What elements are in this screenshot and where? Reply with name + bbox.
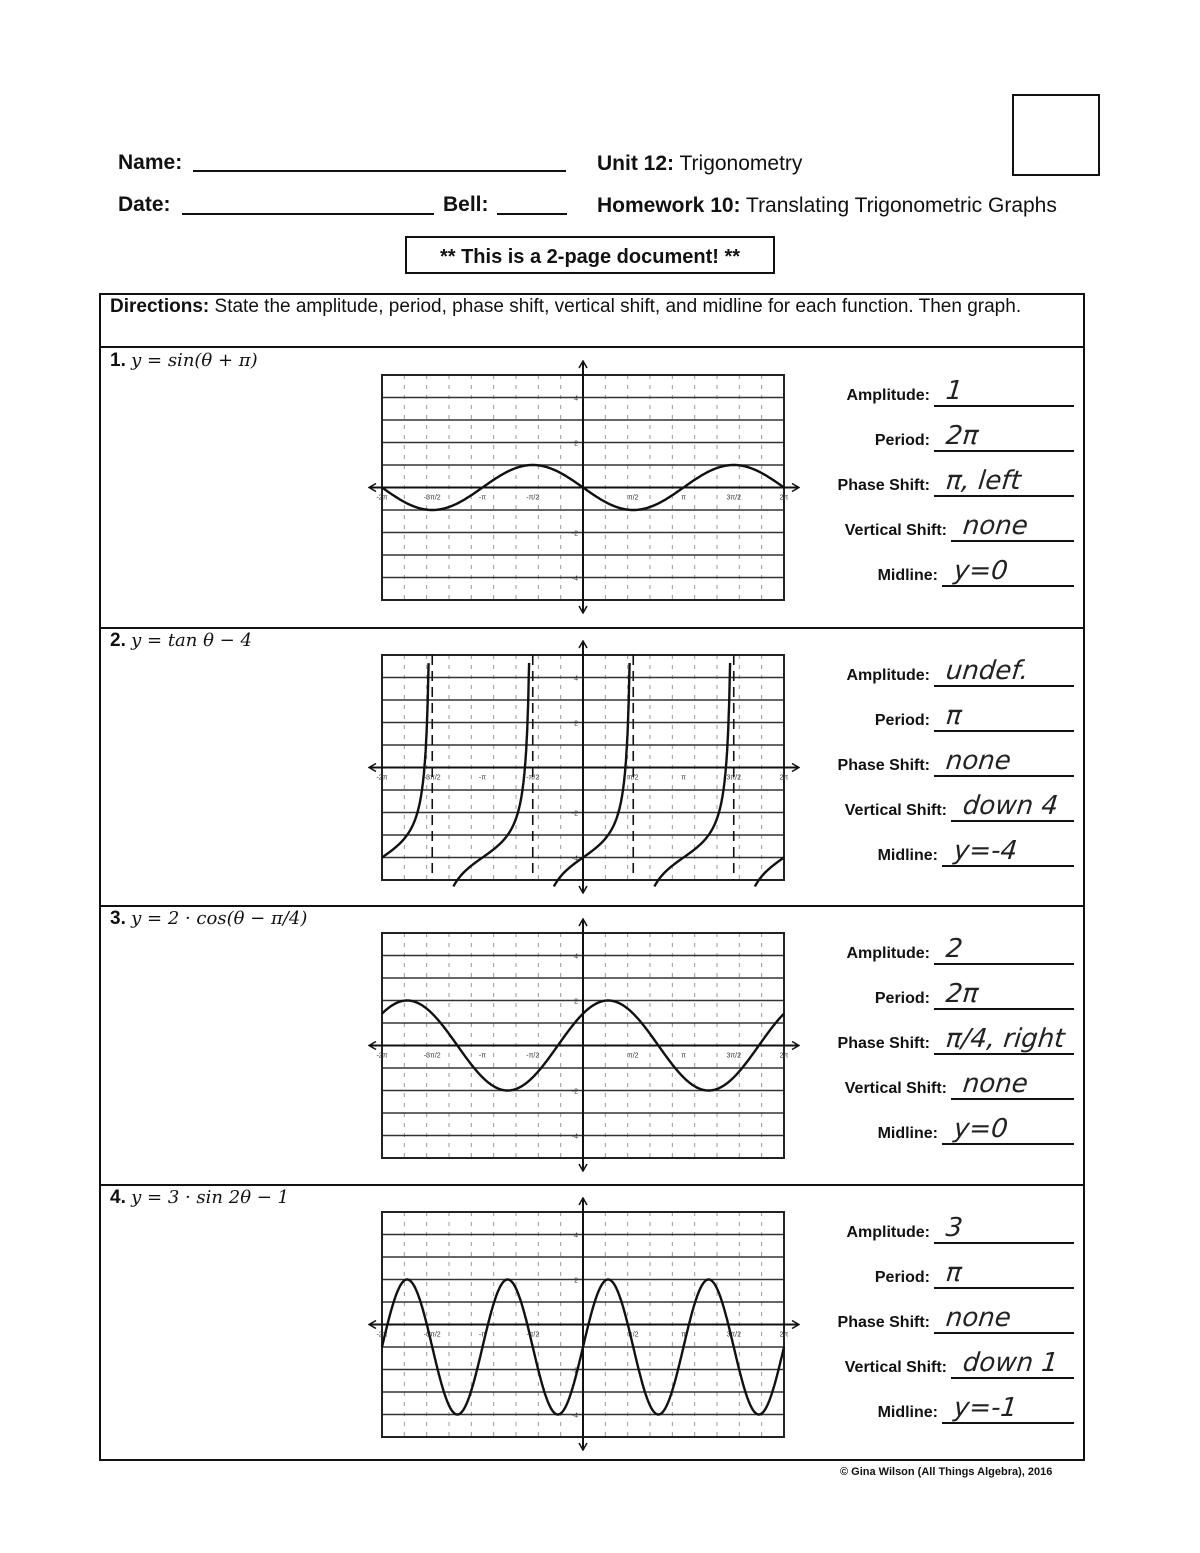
- amplitude-answer: 2: [944, 934, 965, 964]
- row-divider: [99, 627, 1085, 629]
- vertical-shift-answer: down 4: [961, 791, 1060, 821]
- midline-answer: y=-1: [952, 1393, 1019, 1423]
- row-divider: [99, 346, 1085, 348]
- directions-text: State the amplitude, period, phase shift, vertical shift, and midline for each function. Then graph.: [214, 296, 1022, 317]
- phase-shift-answer: none: [944, 746, 1013, 776]
- x-tick-label: π: [681, 494, 686, 502]
- x-tick-label: -2π: [376, 1052, 388, 1060]
- problem-number: 1.: [110, 350, 132, 371]
- y-tick-label: 2: [574, 998, 578, 1006]
- y-tick-label: 2: [574, 1277, 578, 1285]
- x-tick-label: 3π/2: [726, 1052, 742, 1060]
- x-tick-label: -π/2: [526, 1052, 540, 1060]
- y-tick-label: -2: [571, 1088, 578, 1096]
- notice-box: ** This is a 2-page document! **: [405, 236, 775, 274]
- x-tick-label: π: [681, 1052, 686, 1060]
- problem-number: 2.: [110, 630, 132, 651]
- y-tick-label: -2: [571, 530, 578, 538]
- directions: [110, 296, 1070, 318]
- amplitude-label: Amplitude:: [846, 667, 930, 684]
- homework-title: Translating Trigonometric Graphs: [746, 194, 1057, 217]
- y-tick-label: 2: [574, 720, 578, 728]
- phase-shift-answer: none: [944, 1303, 1013, 1333]
- vertical-shift-answer: none: [961, 511, 1030, 541]
- date-field[interactable]: [182, 213, 434, 215]
- x-tick-label: 2π: [779, 1331, 789, 1339]
- x-tick-label: -3π/2: [423, 1331, 441, 1339]
- problem-heading: [110, 908, 307, 930]
- bell-field[interactable]: [497, 213, 567, 215]
- phase-shift-answer: π, left: [944, 466, 1023, 496]
- x-tick-label: π: [681, 774, 686, 782]
- x-tick-label: π/2: [627, 494, 639, 502]
- period-label: Period:: [874, 712, 930, 729]
- x-tick-label: π/2: [627, 1052, 639, 1060]
- name-field[interactable]: [193, 170, 566, 172]
- y-tick-label: -4: [571, 575, 578, 583]
- midline-label: Midline:: [877, 847, 938, 864]
- amplitude-label: Amplitude:: [846, 945, 930, 962]
- x-tick-label: -π/2: [526, 1331, 540, 1339]
- y-tick-label: -2: [571, 1367, 578, 1375]
- problem-number: 3.: [110, 908, 132, 929]
- x-tick-label: 2π: [779, 1052, 789, 1060]
- amplitude-label: Amplitude:: [846, 387, 930, 404]
- homework-label: Homework 10:: [597, 194, 741, 217]
- period-answer: π: [944, 1258, 964, 1288]
- midline-answer: y=-4: [952, 836, 1019, 866]
- midline-label: Midline:: [877, 567, 938, 584]
- directions-label: Directions:: [110, 296, 210, 317]
- unit-title: Trigonometry: [679, 152, 803, 175]
- x-tick-label: 2π: [779, 774, 789, 782]
- x-tick-label: -2π: [376, 774, 388, 782]
- x-tick-label: -2π: [376, 1331, 388, 1339]
- x-tick-label: π: [681, 1331, 686, 1339]
- row-divider: [99, 905, 1085, 907]
- period-label: Period:: [874, 990, 930, 1007]
- vertical-shift-label: Vertical Shift:: [844, 1359, 947, 1376]
- homework-heading: [597, 194, 1057, 218]
- problem-equation: y = sin(θ + π): [131, 350, 258, 371]
- midline-answer: y=0: [952, 1114, 1010, 1144]
- phase-shift-label: Phase Shift:: [837, 477, 930, 494]
- x-tick-label: -3π/2: [423, 1052, 441, 1060]
- problem-equation: y = 2 · cos(θ − π/4): [131, 908, 308, 929]
- graph-3: [368, 918, 800, 1172]
- y-tick-label: -2: [571, 810, 578, 818]
- phase-shift-label: Phase Shift:: [837, 757, 930, 774]
- vertical-shift-label: Vertical Shift:: [844, 1080, 947, 1097]
- phase-shift-label: Phase Shift:: [837, 1314, 930, 1331]
- vertical-shift-label: Vertical Shift:: [844, 802, 947, 819]
- period-answer: 2π: [944, 421, 980, 451]
- amplitude-answer: undef.: [944, 656, 1030, 686]
- vertical-shift-label: Vertical Shift:: [844, 522, 947, 539]
- copyright-footer: © Gina Wilson (All Things Algebra), 2016: [840, 1466, 1053, 1478]
- y-tick-label: 4: [574, 675, 578, 683]
- amplitude-answer: 1: [944, 376, 965, 406]
- vertical-shift-answer: none: [961, 1069, 1030, 1099]
- phase-shift-answer: π/4, right: [944, 1024, 1067, 1054]
- x-tick-label: 2π: [779, 494, 789, 502]
- x-tick-label: 3π/2: [726, 774, 742, 782]
- unit-label: Unit 12:: [597, 152, 675, 175]
- bell-label: Bell:: [443, 193, 489, 216]
- amplitude-answer: 3: [944, 1213, 965, 1243]
- row-divider: [99, 1184, 1085, 1186]
- y-tick-label: 4: [574, 1232, 578, 1240]
- problem-heading: [110, 350, 258, 372]
- problem-number: 4.: [110, 1187, 132, 1208]
- score-box[interactable]: [1012, 94, 1100, 176]
- midline-label: Midline:: [877, 1404, 938, 1421]
- graph-1: [368, 360, 800, 614]
- midline-label: Midline:: [877, 1125, 938, 1142]
- x-tick-label: -3π/2: [423, 774, 441, 782]
- x-tick-label: -π: [478, 1052, 487, 1060]
- graph-4: [368, 1197, 800, 1451]
- y-tick-label: -4: [571, 1412, 578, 1420]
- period-label: Period:: [874, 1269, 930, 1286]
- problem-heading: [110, 1187, 289, 1209]
- x-tick-label: -3π/2: [423, 494, 441, 502]
- midline-answer: y=0: [952, 556, 1010, 586]
- x-tick-label: π/2: [627, 1331, 639, 1339]
- y-tick-label: -4: [571, 855, 578, 863]
- period-answer: π: [944, 701, 964, 731]
- y-tick-label: 2: [574, 440, 578, 448]
- period-label: Period:: [874, 432, 930, 449]
- vertical-shift-answer: down 1: [961, 1348, 1060, 1378]
- x-tick-label: -π: [478, 494, 487, 502]
- x-tick-label: -π/2: [526, 494, 540, 502]
- problem-equation: y = 3 · sin 2θ − 1: [131, 1187, 290, 1208]
- x-tick-label: 3π/2: [726, 494, 742, 502]
- x-tick-label: -2π: [376, 494, 388, 502]
- y-tick-label: 4: [574, 395, 578, 403]
- name-label: Name:: [118, 151, 183, 174]
- problem-heading: [110, 630, 252, 652]
- phase-shift-label: Phase Shift:: [837, 1035, 930, 1052]
- amplitude-label: Amplitude:: [846, 1224, 930, 1241]
- x-tick-label: π/2: [627, 774, 639, 782]
- x-tick-label: -π/2: [526, 774, 540, 782]
- y-tick-label: -4: [571, 1133, 578, 1141]
- x-tick-label: -π: [478, 774, 487, 782]
- problem-equation: y = tan θ − 4: [131, 630, 252, 651]
- period-answer: 2π: [944, 979, 980, 1009]
- graph-2: [368, 640, 800, 894]
- date-label: Date:: [118, 193, 171, 216]
- unit-heading: [597, 152, 802, 176]
- x-tick-label: 3π/2: [726, 1331, 742, 1339]
- y-tick-label: 4: [574, 953, 578, 961]
- x-tick-label: -π: [478, 1331, 487, 1339]
